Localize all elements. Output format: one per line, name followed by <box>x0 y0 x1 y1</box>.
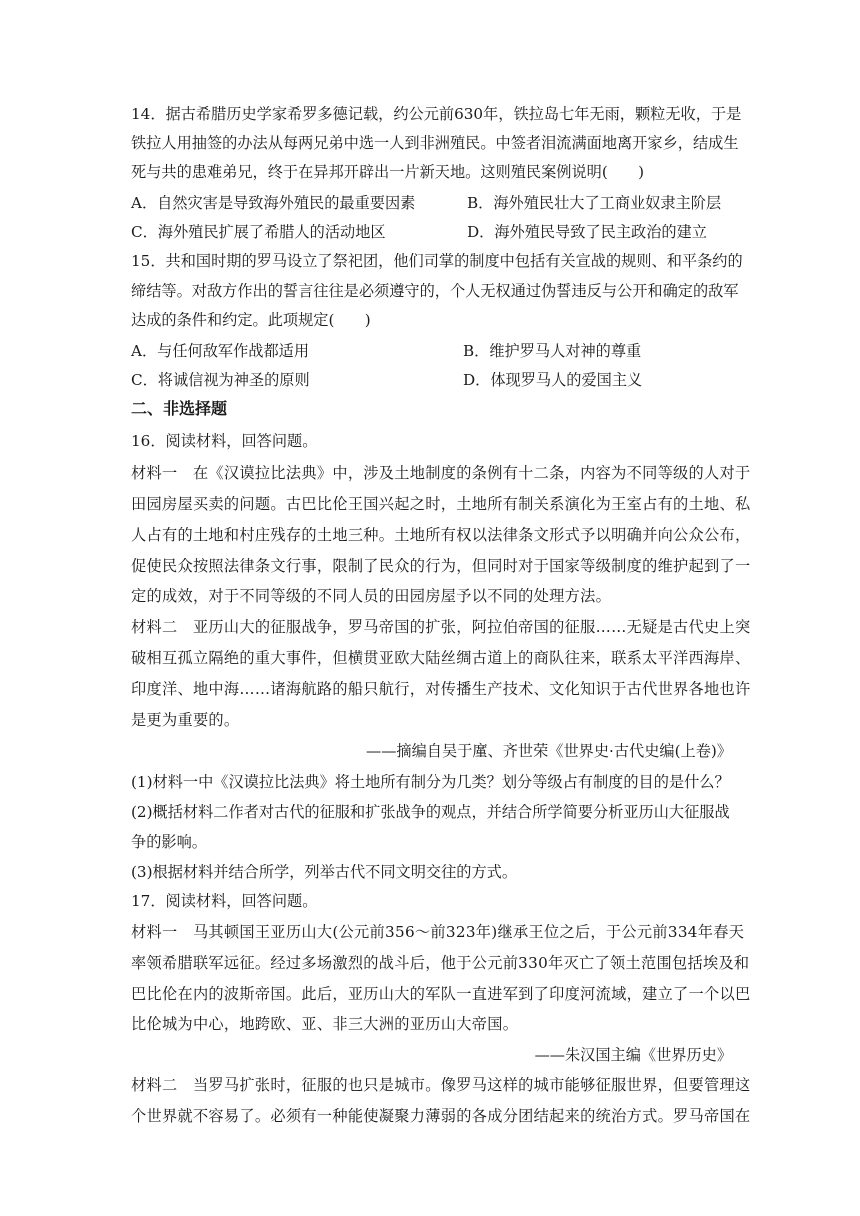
section-heading: 二、非选择题 <box>131 399 228 418</box>
q15-option-b[interactable]: B．维护罗马人对神的尊重 <box>463 342 642 360</box>
q16-question-1: (1)材料一中《汉谟拉比法典》将土地所有制分为几类？划分等级占有制度的目的是什么？ <box>131 773 730 791</box>
q16-question-2: (2)概括材料二作者对古代的征服和扩张战争的观点，并结合所学简要分析亚历山大征服战 <box>131 803 730 821</box>
q16-material2-line-4: 是更为重要的。 <box>131 711 240 729</box>
q14-option-c[interactable]: C．海外殖民扩展了希腊人的活动地区 <box>131 223 386 241</box>
q17-material2-line-1: 材料二 当罗马扩张时，征服的也只是城市。像罗马这样的城市能够征服世界，但要管理这 <box>131 1076 751 1094</box>
q15-options-row-1 <box>131 337 731 365</box>
q16-question-2-cont: 争的影响。 <box>131 833 207 851</box>
q15-option-c[interactable]: C．将诚信视为神圣的原则 <box>131 371 310 389</box>
q17-material1-line-3: 巴比伦在内的波斯帝国。此后，亚历山大的军队一直进军到了印度河流域，建立了一个以巴 <box>131 985 751 1003</box>
q14-option-a[interactable]: A．自然灾害是导致海外殖民的最重要因素 <box>131 194 416 212</box>
q15-line-2: 缔结等。对敌方作出的誓言往往是必须遵守的，个人无权通过伪誓违反与公开和确定的敌军 <box>131 282 739 300</box>
q14-line-3: 死与共的患难弟兄，终于在异邦开辟出一片新天地。这则殖民案例说明( ) <box>131 163 645 181</box>
q17-source: ——朱汉国主编《世界历史》 <box>534 1046 732 1064</box>
q15-line-3: 达成的条件和约定。此项规定( ) <box>131 311 371 329</box>
q14-options-row-2 <box>131 218 731 246</box>
q16-material2-line-3: 印度洋、地中海……诸海航路的船只航行，对传播生产技术、文化知识于古代世界各地也许 <box>131 680 751 698</box>
q16-source: ——摘编自吴于廑、齐世荣《世界史·古代史编(上卷)》 <box>366 742 732 760</box>
q16-material1-line-4: 促使民众按照法律条文行事，限制了民众的行为，但同时对于国家等级制度的维护起到了一 <box>131 557 751 575</box>
q15-option-d[interactable]: D．体现罗马人的爱国主义 <box>463 371 643 389</box>
q17-material1-line-1: 材料一 马其顿国王亚历山大(公元前356～前323年)继承王位之后，于公元前334年春天 <box>131 923 745 941</box>
q16-intro: 16．阅读材料，回答问题。 <box>131 432 318 450</box>
q16-material1-line-1: 材料一 在《汉谟拉比法典》中，涉及土地制度的条例有十二条，内容为不同等级的人对于 <box>131 464 751 482</box>
q17-material2-line-2: 个世界就不容易了。必须有一种能使凝聚力薄弱的各成分团结起来的统治方式。罗马帝国在 <box>131 1107 751 1125</box>
q15-options-row-2 <box>131 366 731 394</box>
q16-material1-line-3: 人占有的土地和村庄残存的土地三种。土地所有权以法律条文形式予以明确并向公众公布， <box>131 526 751 544</box>
q17-intro: 17．阅读材料，回答问题。 <box>131 892 318 910</box>
q16-material1-line-5: 定的成效，对于不同等级的不同人员的田园房屋予以不同的处理方法。 <box>131 587 612 605</box>
q15-option-a[interactable]: A．与任何敌军作战都适用 <box>131 342 310 360</box>
q17-material1-line-4: 比伦城为中心，地跨欧、亚、非三大洲的亚历山大帝国。 <box>131 1015 519 1033</box>
q14-line-1: 14．据古希腊历史学家希罗多德记载，约公元前630年，铁拉岛七年无雨，颗粒无收，于是 <box>131 105 742 123</box>
q14-line-2: 铁拉人用抽签的办法从每两兄弟中选一人到非洲殖民。中签者泪流满面地离开家乡，结成生 <box>131 134 739 152</box>
q16-material2-line-2: 破相互孤立隔绝的重大事件，但横贯亚欧大陆丝绸古道上的商队往来，联系太平洋西海岸、 <box>131 649 751 667</box>
q16-material1-line-2: 田园房屋买卖的问题。古巴比伦王国兴起之时，土地所有制关系演化为王室占有的土地、私 <box>131 495 751 513</box>
q14-option-d[interactable]: D．海外殖民导致了民主政治的建立 <box>467 223 707 241</box>
q14-options-row-1 <box>131 189 731 217</box>
q16-question-3: (3)根据材料并结合所学，列举古代不同文明交往的方式。 <box>131 863 518 881</box>
q14-option-b[interactable]: B．海外殖民壮大了工商业奴隶主阶层 <box>467 194 722 212</box>
q17-material1-line-2: 率领希腊联军远征。经过多场激烈的战斗后，他于公元前330年灭亡了领土范围包括埃及和 <box>131 954 750 972</box>
q15-line-1: 15．共和国时期的罗马设立了祭祀团，他们司掌的制度中包括有关宣战的规则、和平条约的 <box>131 252 743 270</box>
q16-material2-line-1: 材料二 亚历山大的征服战争，罗马帝国的扩张，阿拉伯帝国的征服……无疑是古代史上突 <box>131 618 751 636</box>
